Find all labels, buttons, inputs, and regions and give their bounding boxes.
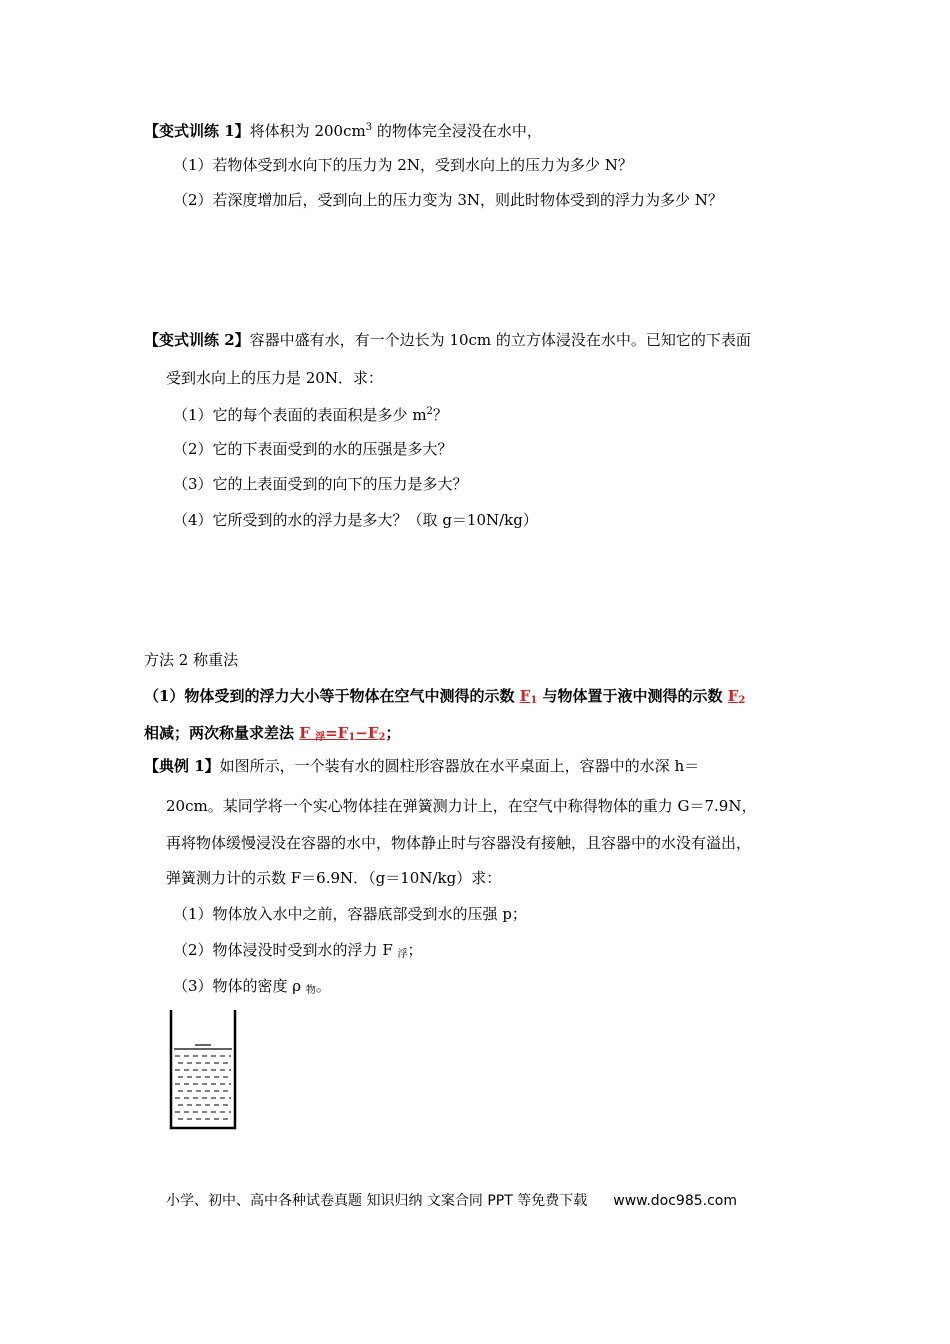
example1-stem-line3: 再将物体缓慢浸没在容器的水中，物体静止时与容器没有接触，且容器中的水没有溢出，	[166, 834, 752, 852]
f2-symbol: $F_2$	[727, 687, 746, 706]
exercise2-question-3: （3）它的上表面受到的向下的压力是多大？	[173, 475, 468, 493]
page-footer	[166, 1190, 737, 1210]
example1-question-2: （2）物体浸没时受到水的浮力 F $_浮$；	[173, 941, 423, 960]
exercise1-question-1: （1）若物体受到水向下的压力为 2N，受到水向上的压力为多少 N？	[173, 156, 633, 174]
buoyancy-formula: F $_浮=F_1-F_2$	[299, 724, 386, 743]
footer-text: 小学、初中、高中各种试卷真题 知识归纳 文案合同 PPT 等免费下载	[166, 1193, 588, 1209]
exercise2-head: 【变式训练 2】	[144, 331, 250, 349]
water-container-figure	[165, 1008, 241, 1134]
exercise2-question-2: （2）它的下表面受到的水的压强是多大？	[173, 440, 453, 458]
exercise2-stem: 【变式训练 2】容器中盛有水，有一个边长为 10cm 的立方体浸没在水中。已知它的下表面	[144, 331, 751, 349]
example1-question-1: （1）物体放入水中之前，容器底部受到水的压强 p；	[173, 905, 527, 923]
method2-rule: （1）物体受到的浮力大小等于物体在空气中测得的示数 $F_1$ 与物体置于液中测得的示数 $F_2$	[144, 687, 746, 706]
example1-stem-line2: 20cm。某同学将一个实心物体挂在弹簧测力计上，在空气中称得物体的重力 G＝7.9N，	[166, 797, 757, 815]
f1-symbol: $F_1$	[519, 687, 538, 706]
exercise1-question-2: （2）若深度增加后，受到向上的压力变为 3N，则此时物体受到的浮力为多少 N？	[173, 191, 723, 209]
exercise2-stem-cont: 受到水向上的压力是 20N．求：	[166, 369, 383, 387]
example1-head: 【典例 1】	[144, 757, 220, 775]
example1-stem: 【典例 1】如图所示，一个装有水的圆柱形容器放在水平桌面上，容器中的水深 h＝	[144, 757, 700, 775]
footer-site-link[interactable]: www.doc985.com	[613, 1193, 737, 1209]
example1-question-3: （3）物体的密度 ρ $_物$。	[173, 977, 331, 996]
exercise1-stem: 【变式训练 1】将体积为 $200cm^3$ 的物体完全浸没在水中，	[144, 122, 542, 140]
exercise1-head: 【变式训练 1】	[144, 122, 250, 140]
method2-rule-cont: 相减；两次称量求差法 F $_浮=F_1-F_2$；	[144, 724, 401, 743]
exercise2-question-4: （4）它所受到的水的浮力是多大？（取 g＝10N/kg）	[173, 511, 538, 529]
example1-stem-line4: 弹簧测力计的示数 F＝6.9N．（g＝10N/kg）求：	[166, 869, 502, 887]
exercise2-question-1: （1）它的每个表面的表面积是多少 $m^2$？	[173, 406, 448, 424]
method2-title: 方法 2 称重法	[144, 651, 239, 669]
